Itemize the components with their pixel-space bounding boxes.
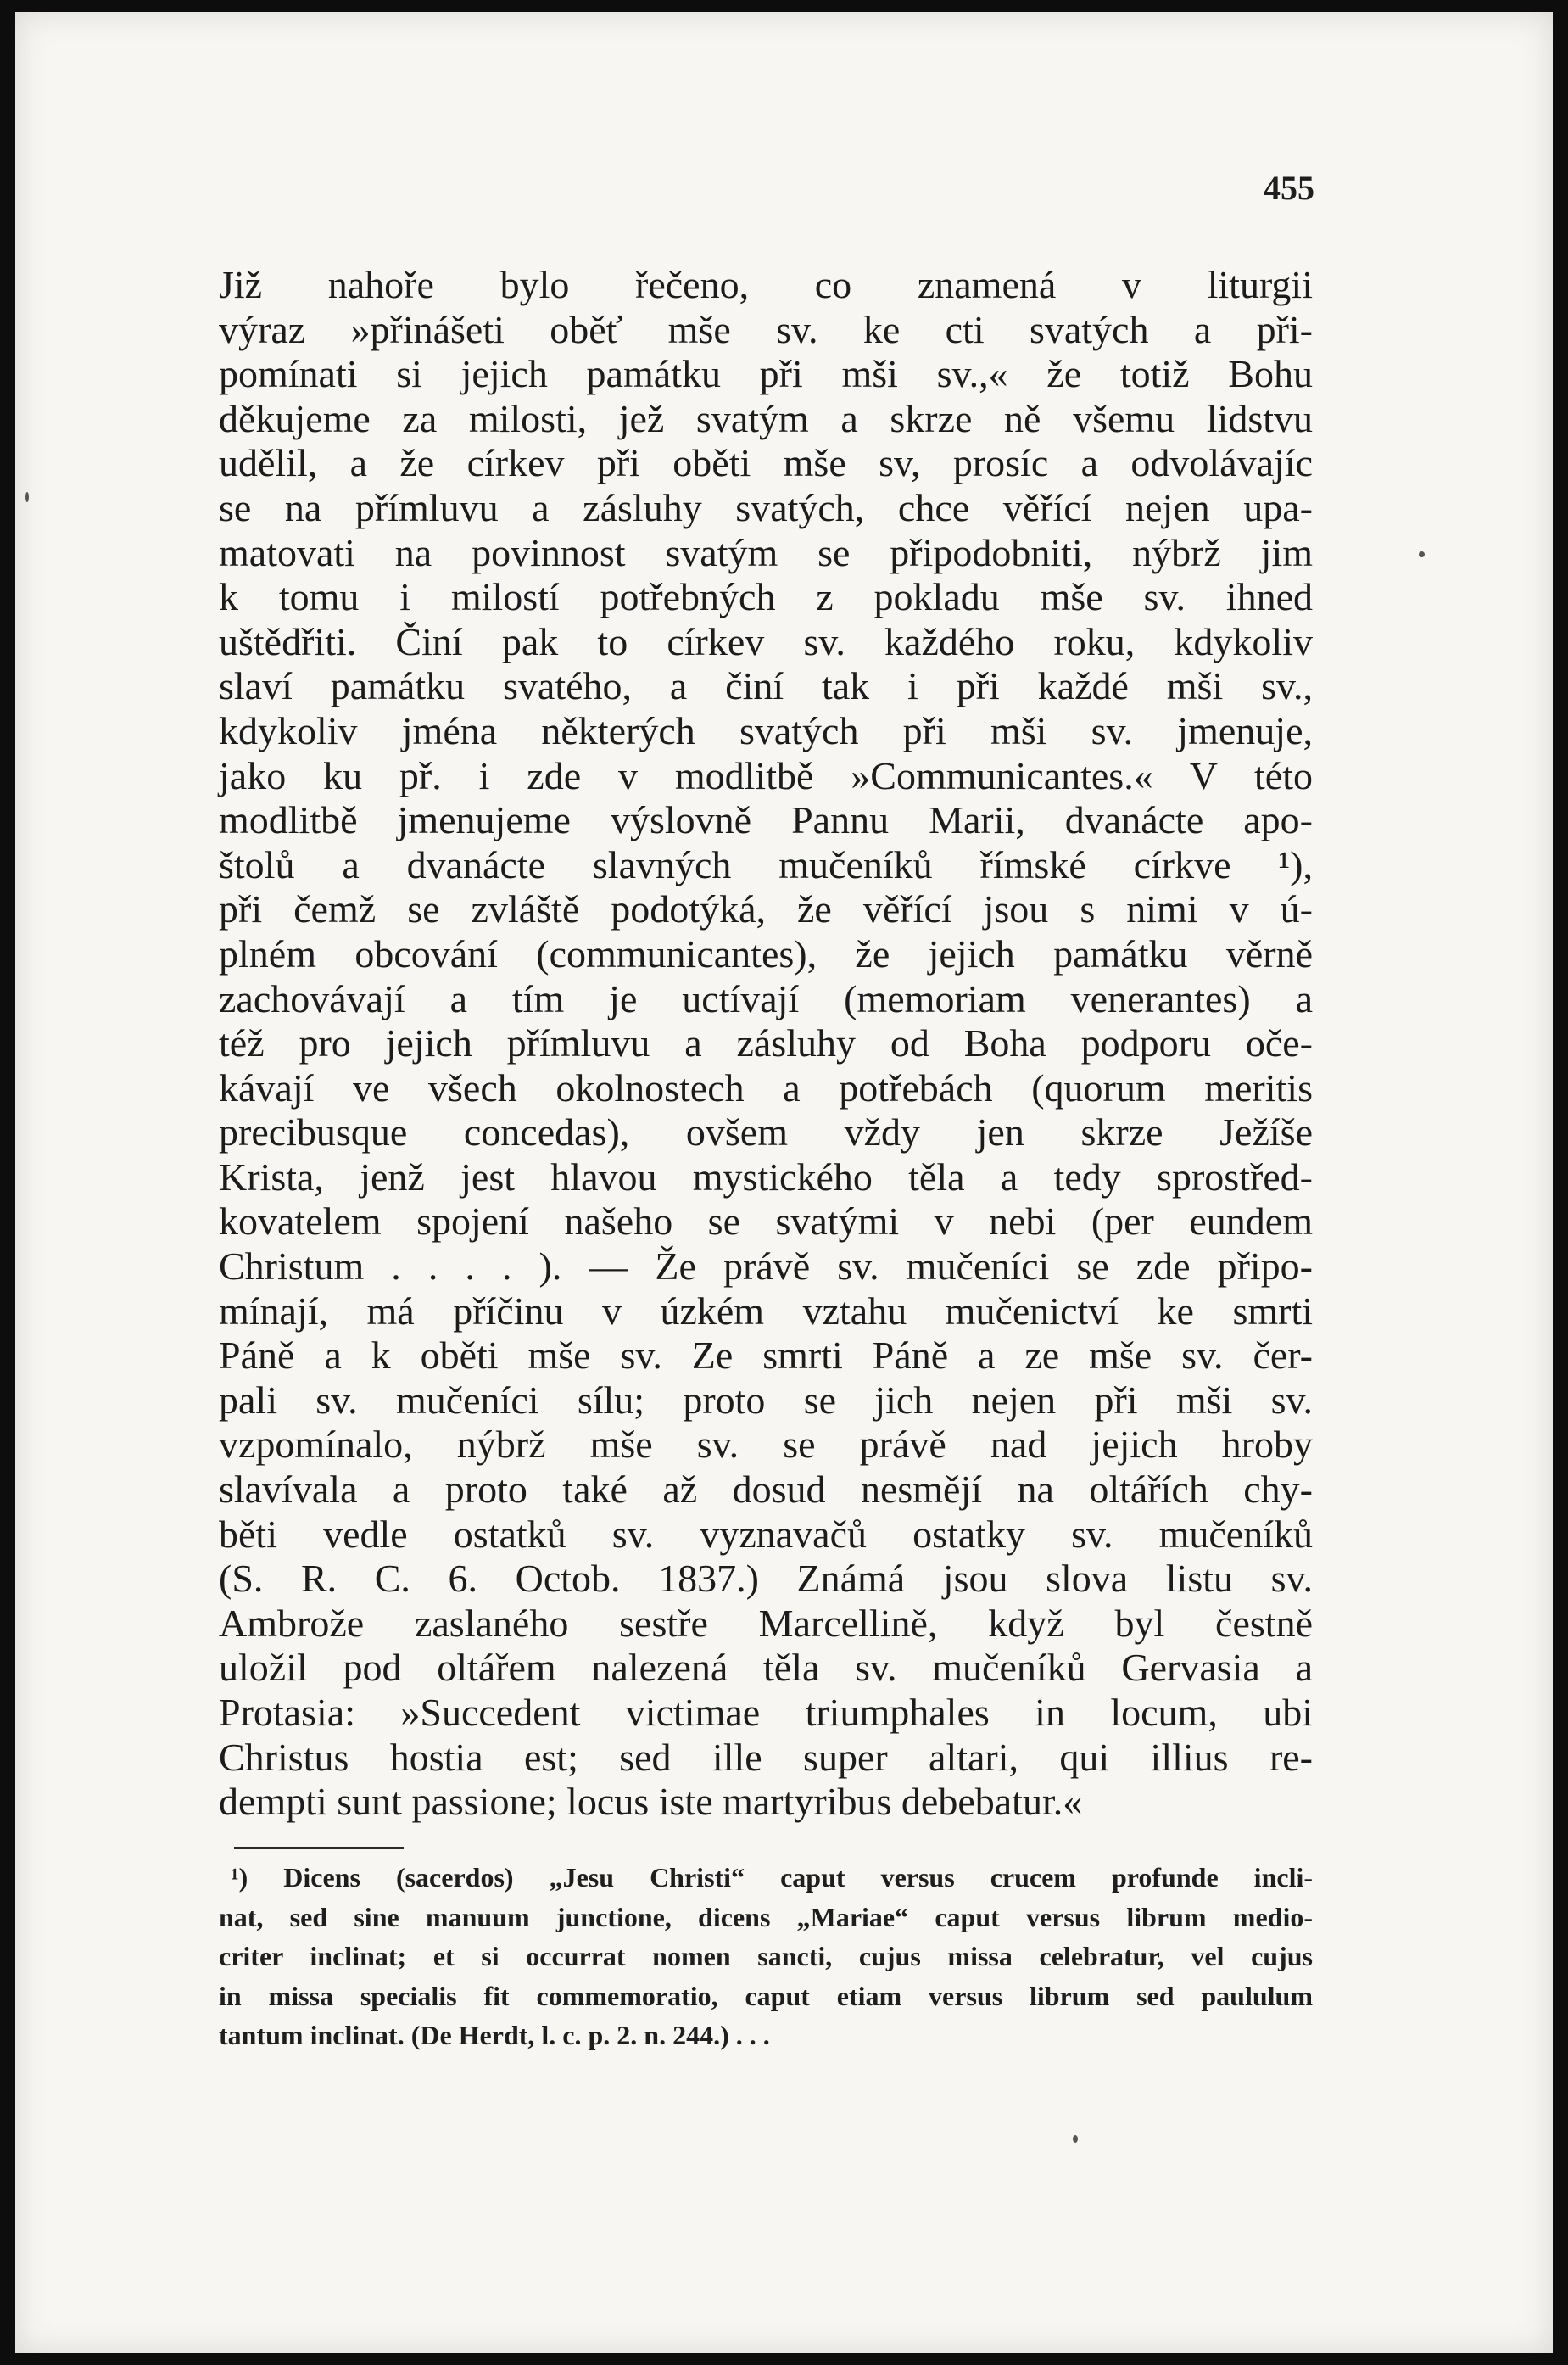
footnote-line: ¹) Dicens (sacerdos) „Jesu Christi“ caput versus crucem profunde incli- xyxy=(231,1862,1313,1893)
text-line: štolů a dvanácte slavných mučeníků římské církve ¹), xyxy=(219,842,1313,886)
text-line: zachovávají a tím je uctívají (memoriam venerantes) a xyxy=(219,976,1313,1020)
text-line: Protasia: »Succedent victimae triumphales in locum, ubi xyxy=(219,1691,1313,1734)
text-line: Christum . . . . ). — Že právě sv. mučeníci se zde připo- xyxy=(219,1244,1313,1289)
footnotes xyxy=(219,1858,1313,2055)
text-line: Ambrože zaslaného sestře Marcellině, když byl čestně xyxy=(219,1601,1313,1645)
text-line: jako ku př. i zde v modlitbě »Communicantes.« V této xyxy=(219,753,1313,797)
paper-speck xyxy=(1419,551,1425,557)
footnote-divider xyxy=(234,1847,404,1849)
text-line: (S. R. C. 6. Octob. 1837.) Známá jsou slova listu sv. xyxy=(219,1557,1313,1601)
text-line: k tomu i milostí potřebných z pokladu mše sv. ihned xyxy=(219,575,1313,619)
text-line: při čemž se zvláště podotýká, že věřící jsou s nimi v ú- xyxy=(219,887,1313,931)
text-line: Christus hostia est; sed ille super altari, qui illius re- xyxy=(219,1735,1313,1779)
text-line: Krista, jenž jest hlavou mystického těla a tedy sprostřed- xyxy=(219,1155,1313,1199)
text-line: slavívala a proto také až dosud nesmějí na oltářích chy- xyxy=(219,1468,1313,1512)
paper-speck xyxy=(1073,2135,1078,2143)
text-line: Páně a k oběti mše sv. Ze smrti Páně a ze mše sv. čer- xyxy=(219,1333,1313,1378)
text-line: uštědřiti. Činí pak to církev sv. každého roku, kdykoliv xyxy=(219,619,1313,663)
text-line: precibusque concedas), ovšem vždy jen skrze Ježíše xyxy=(219,1110,1313,1155)
footnote-line: in missa specialis fit commemoratio, caput etiam versus librum sed paululum xyxy=(219,1980,1313,2011)
text-line: matovati na povinnost svatým se připodobniti, nýbrž jim xyxy=(219,530,1313,574)
text-line: uložil pod oltářem nalezená těla sv. mučeníků Gervasia a xyxy=(219,1646,1313,1690)
text-line: kávají ve všech okolnostech a potřebách (quorum meritis xyxy=(219,1065,1313,1110)
text-line: modlitbě jmenujeme výslovně Pannu Marii, dvanácte apo- xyxy=(219,798,1313,842)
text-line: plném obcování (communicantes), že jejich památku věrně xyxy=(219,931,1313,976)
text-line: mínají, má příčinu v úzkém vztahu mučenictví ke smrti xyxy=(219,1289,1313,1333)
text-line: slaví památku svatého, a činí tak i při každé mši sv., xyxy=(219,664,1313,708)
text-line: pomínati si jejich památku při mši sv.,« že totiž Bohu xyxy=(219,352,1313,396)
text-line: též pro jejich přímluvu a zásluhy od Boha podporu oče- xyxy=(219,1021,1313,1065)
text-line: kdykoliv jména některých svatých při mši sv. jmenuje, xyxy=(219,708,1313,752)
text-line: výraz »přinášeti oběť mše sv. ke cti svatých a při- xyxy=(219,307,1313,351)
text-line: vzpomínalo, nýbrž mše sv. se právě nad jejich hroby xyxy=(219,1423,1313,1467)
text-line: kovatelem spojení našeho se svatými v nebi (per eundem xyxy=(219,1199,1313,1244)
text-line: pali sv. mučeníci sílu; proto se jich nejen při mši sv. xyxy=(219,1378,1313,1422)
text-line: se na přímluvu a zásluhy svatých, chce věřící nejen upa- xyxy=(219,485,1313,529)
text-line: děkujeme za milosti, jež svatým a skrze ně všemu lidstvu xyxy=(219,396,1313,440)
text-line: Již nahoře bylo řečeno, co znamená v liturgii xyxy=(219,263,1313,306)
footnote-line: tantum inclinat. (De Herdt, l. c. p. 2. n. 244.) . . . xyxy=(219,2020,770,2050)
paper-speck xyxy=(25,492,29,502)
footnote-line: nat, sed sine manuum junctione, dicens „Mariae“ caput versus librum medio- xyxy=(219,1901,1313,1932)
text-line: běti vedle ostatků sv. vyznavačů ostatky sv. mučeníků xyxy=(219,1512,1313,1556)
footnote-line: criter inclinat; et si occurrat nomen sancti, cujus missa celebratur, vel cujus xyxy=(219,1941,1313,1971)
text-line: udělil, a že církev při oběti mše sv, prosíc a odvolávajíc xyxy=(219,441,1313,485)
main-text xyxy=(219,263,1313,1825)
text-line: dempti sunt passione; locus iste martyribus debebatur.« xyxy=(219,1780,1083,1824)
page-number: 455 xyxy=(1264,169,1314,207)
book-page xyxy=(15,12,1553,2353)
